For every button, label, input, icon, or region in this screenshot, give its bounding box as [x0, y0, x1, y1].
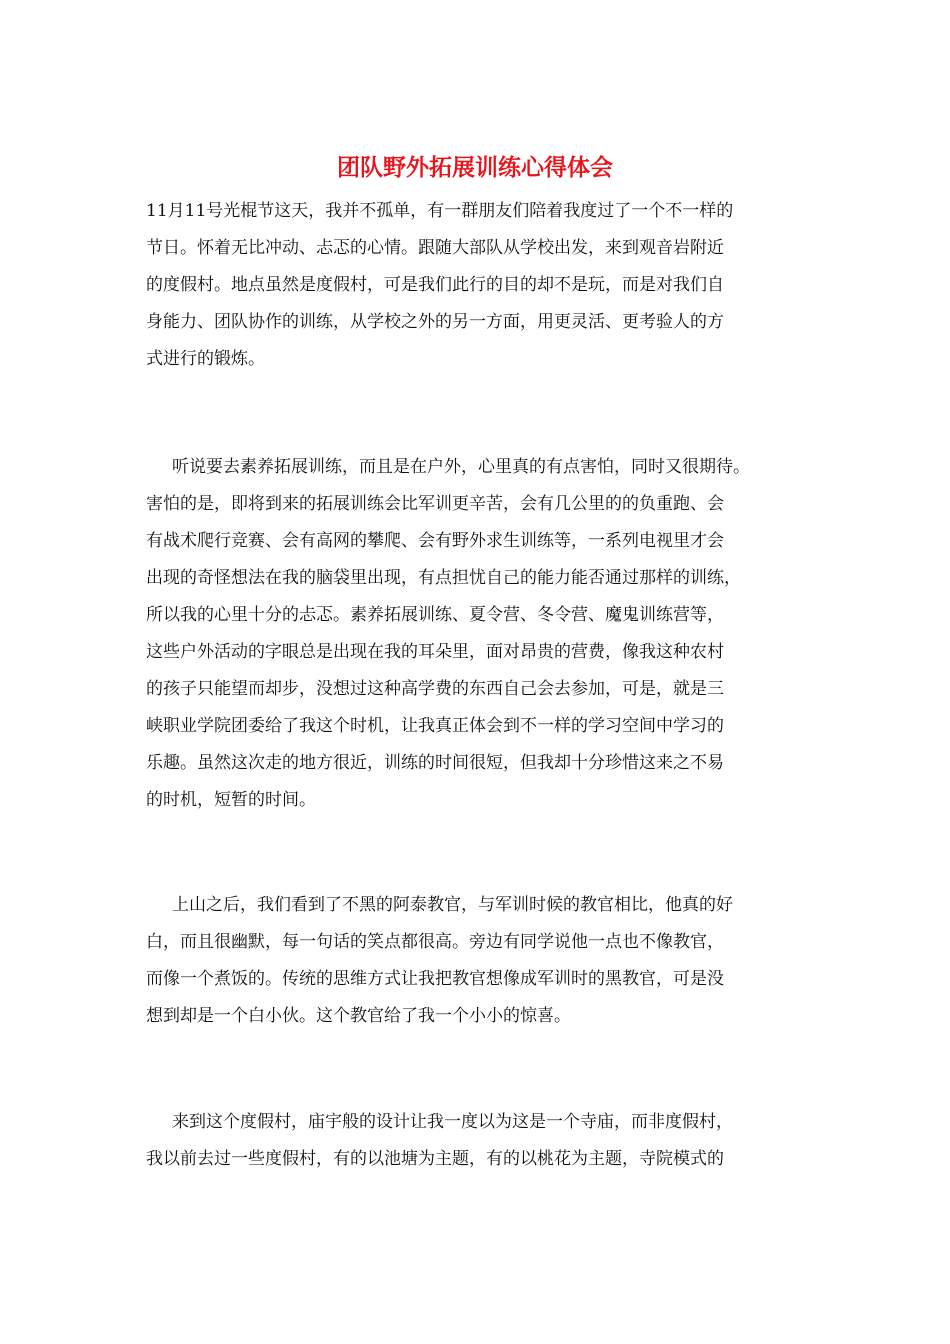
paragraph-3-line-4: 想到却是一个白小伙。这个教官给了我一个小小的惊喜。 [146, 1006, 571, 1026]
paragraph-2-line-9: 乐趣。虽然这次走的地方很近，训练的时间很短，但我却十分珍惜这来之不易 [146, 753, 724, 773]
paragraph-2-line-2: 害怕的是，即将到来的拓展训练会比军训更辛苦，会有几公里的的负重跑、会 [146, 494, 724, 514]
paragraph-2-line-8: 峡职业学院团委给了我这个时机，让我真正体会到不一样的学习空间中学习的 [146, 716, 724, 736]
paragraph-2-line-5: 所以我的心里十分的忐忑。素养拓展训练、夏令营、冬令营、魔鬼训练营等， [146, 605, 724, 625]
paragraph-3-line-1: 上山之后，我们看到了不黑的阿泰教官，与军训时候的教官相比，他真的好 [172, 895, 733, 915]
document-title: 团队野外拓展训练心得体会 [337, 154, 613, 181]
paragraph-2-line-6: 这些户外活动的字眼总是出现在我的耳朵里，面对昂贵的营费，像我这种农村 [146, 642, 724, 662]
paragraph-1-line-5: 式进行的锻炼。 [146, 349, 265, 369]
paragraph-3-line-3: 而像一个煮饭的。传统的思维方式让我把教官想像成军训时的黑教官，可是没 [146, 969, 724, 989]
paragraph-4-line-1: 来到这个度假村，庙宇般的设计让我一度以为这是一个寺庙，而非度假村， [172, 1112, 733, 1132]
paragraph-2-line-10: 的时机，短暂的时间。 [146, 790, 316, 810]
paragraph-2-line-3: 有战术爬行竞赛、会有高网的攀爬、会有野外求生训练等，一系列电视里才会 [146, 531, 724, 551]
paragraph-3-line-2: 白，而且很幽默，每一句话的笑点都很高。旁边有同学说他一点也不像教官， [146, 932, 724, 952]
paragraph-1-line-4: 身能力、团队协作的训练，从学校之外的另一方面，用更灵活、更考验人的方 [146, 312, 724, 332]
paragraph-1-line-3: 的度假村。地点虽然是度假村，可是我们此行的目的却不是玩，而是对我们自 [146, 275, 724, 295]
paragraph-4-line-2: 我以前去过一些度假村，有的以池塘为主题，有的以桃花为主题，寺院模式的 [146, 1149, 724, 1169]
paragraph-2-line-1: 听说要去素养拓展训练，而且是在户外，心里真的有点害怕，同时又很期待。 [172, 457, 750, 477]
paragraph-1-line-2: 节日。怀着无比冲动、忐忑的心情。跟随大部队从学校出发，来到观音岩附近 [146, 238, 724, 258]
paragraph-2-line-4: 出现的奇怪想法在我的脑袋里出现，有点担忧自己的能力能否通过那样的训练， [146, 568, 741, 588]
paragraph-1-line-1: 11月11号光棍节这天，我并不孤单，有一群朋友们陪着我度过了一个不一样的 [146, 201, 734, 221]
paragraph-2-line-7: 的孩子只能望而却步，没想过这种高学费的东西自己会去参加，可是，就是三 [146, 679, 724, 699]
